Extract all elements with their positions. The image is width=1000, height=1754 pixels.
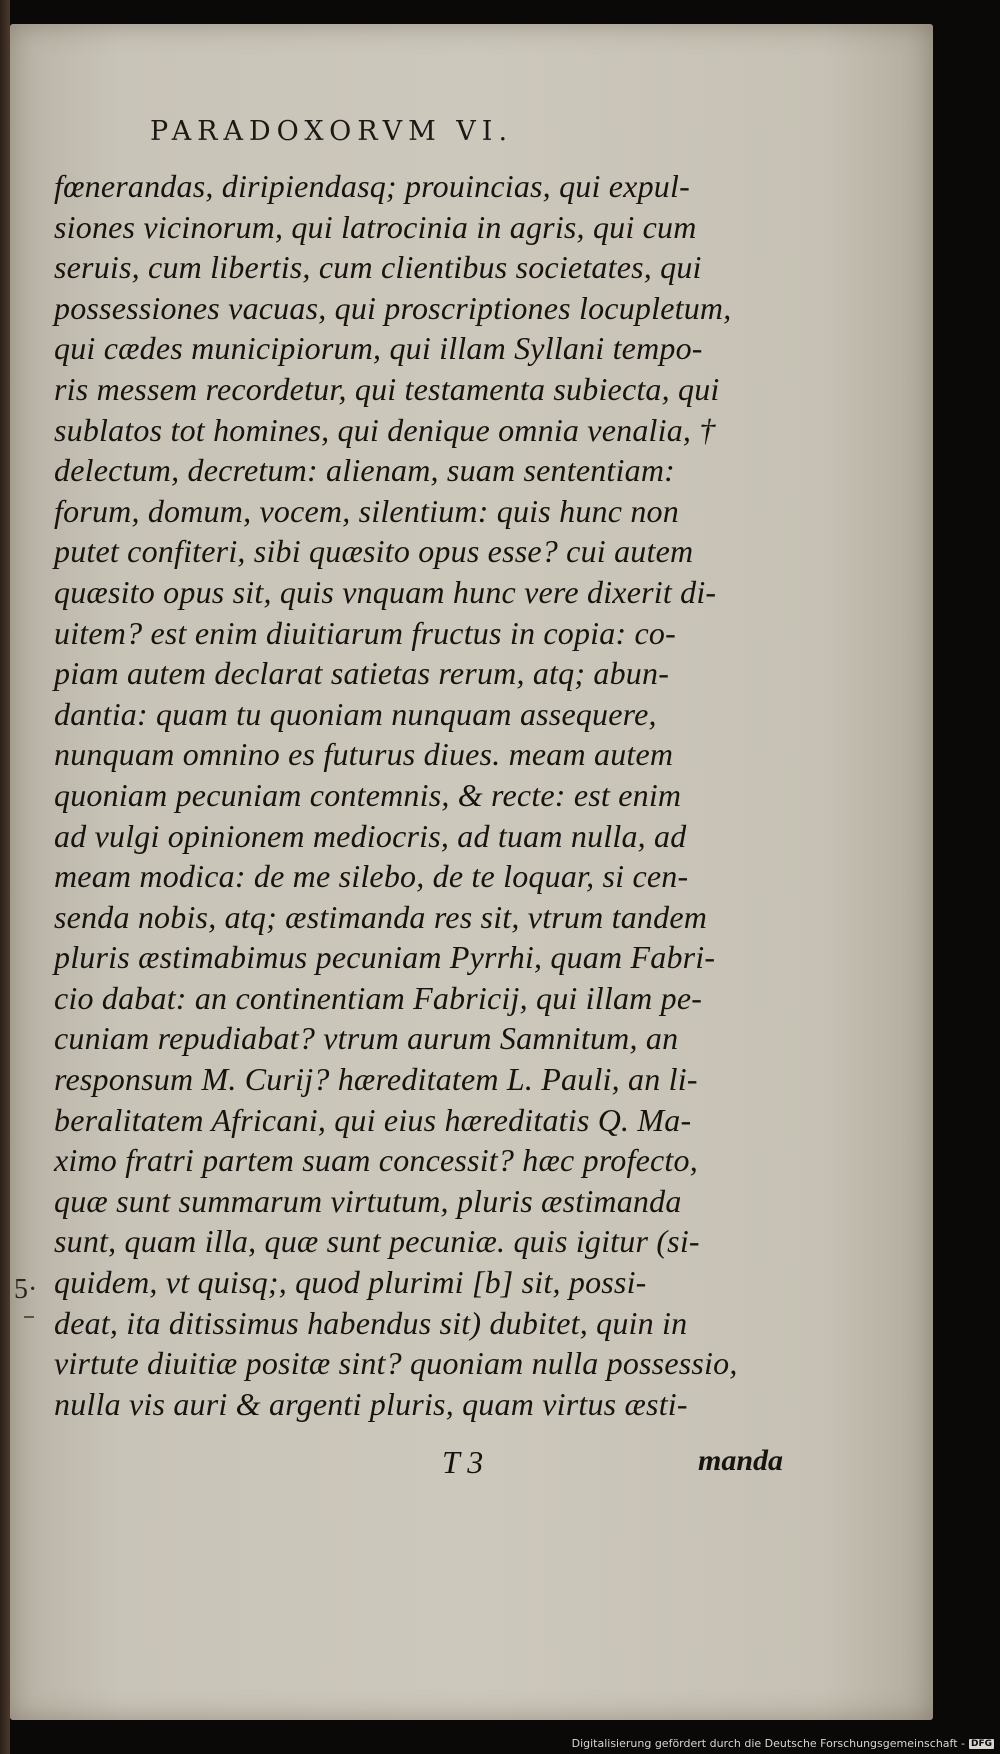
text-line: putet confiteri, sibi quæsito opus esse? cui autem: [54, 533, 694, 570]
credit-text: Digitalisierung gefördert durch die Deutsche Forschungsgemeinschaft -: [571, 1737, 965, 1750]
text-line: sunt, quam illa, quæ sunt pecuniæ. quis igitur (si-: [54, 1223, 700, 1260]
signature-mark: T 3: [442, 1444, 484, 1480]
text-block: [54, 166, 774, 1424]
text-line: meam modica: de me silebo, de te loquar, si cen-: [54, 858, 689, 895]
text-line: forum, domum, vocem, silentium: quis hunc non: [54, 492, 679, 529]
text-line: cio dabat: an continentiam Fabricij, qui illam pe-: [54, 979, 703, 1016]
text-line: quæ sunt summarum virtutum, pluris æstimanda: [54, 1182, 682, 1219]
text-line: ad vulgi opinionem mediocris, ad tuam nulla, ad: [54, 817, 687, 854]
text-line: quoniam pecuniam contemnis, & recte: est enim: [54, 776, 682, 813]
text-line: uitem? est enim diuitiarum fructus in copia: co-: [54, 614, 676, 651]
running-header: PARADOXORVM VI.: [150, 116, 514, 147]
margin-line-number: 5·: [14, 1274, 38, 1305]
text-line: fœnerandas, diripiendasq; prouincias, qui expul-: [54, 168, 690, 204]
text-line: virtute diuitiæ positæ sint? quoniam nulla possessio,: [54, 1345, 738, 1382]
page-edge: [0, 0, 10, 1754]
book-page: [10, 24, 933, 1720]
text-line: cuniam repudiabat? vtrum aurum Samnitum, an: [54, 1020, 679, 1057]
text-line: ris messem recordetur, qui testamenta subiecta, qui: [54, 370, 720, 407]
text-line: beralitatem Africani, qui eius hæreditatis Q. Ma-: [54, 1101, 692, 1138]
text-line: pluris æstimabimus pecuniam Pyrrhi, quam Fabri-: [54, 939, 716, 976]
text-line: seruis, cum libertis, cum clientibus societates, qui: [54, 249, 702, 286]
text-line: ximo fratri partem suam concessit? hæc profecto,: [54, 1142, 698, 1179]
text-line: siones vicinorum, qui latrocinia in agris, qui cum: [54, 208, 697, 245]
digitization-credit: [572, 1737, 994, 1750]
text-line: nulla vis auri & argenti pluris, quam virtus æsti-: [54, 1385, 688, 1422]
text-line: possessiones vacuas, qui proscriptiones locupletum,: [54, 289, 732, 326]
text-line: delectum, decretum: alienam, suam sententiam:: [54, 452, 675, 489]
text-line: quidem, vt quisq;, quod plurimi [b] sit, possi-: [54, 1264, 647, 1301]
text-line: sublatos tot homines, qui denique omnia venalia, †: [54, 411, 716, 448]
text-line: deat, ita ditissimus habendus sit) dubitet, quin in: [54, 1304, 688, 1341]
text-line: quæsito opus sit, quis vnquam hunc vere dixerit di-: [54, 573, 717, 610]
text-line: dantia: quam tu quoniam nunquam assequere,: [54, 695, 657, 732]
text-line: piam autem declarat satietas rerum, atq; abun-: [54, 655, 670, 692]
text-line: senda nobis, atq; æstimanda res sit, vtrum tandem: [54, 898, 708, 935]
margin-dash: [24, 1316, 34, 1318]
text-line: responsum M. Curij? hæreditatem L. Pauli, an li-: [54, 1061, 698, 1098]
text-line: nunquam omnino es futurus diues. meam autem: [54, 736, 674, 773]
dfg-logo: DFG: [970, 1738, 992, 1749]
catchword: manda: [698, 1444, 784, 1477]
text-line: qui cædes municipiorum, qui illam Syllani tempo-: [54, 330, 703, 367]
